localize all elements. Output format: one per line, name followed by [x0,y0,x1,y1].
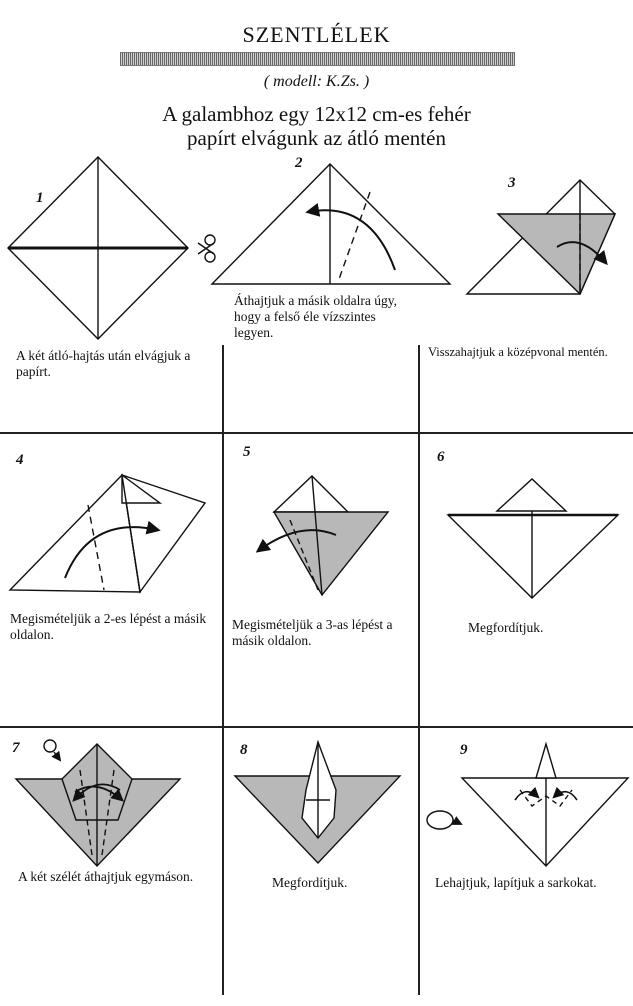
step-8-number: 8 [240,742,248,758]
step-5-diagram [258,476,388,595]
turn-over-icon-7 [44,740,60,760]
step-5-number: 5 [243,444,251,460]
step-6-diagram [448,479,618,598]
step-4-caption: Megismételjük a 2-es lépést a másik oldalon. [10,611,207,642]
step-7-caption: A két szélét áthajtjuk egymáson. [18,869,194,884]
step-6-number: 6 [437,449,445,465]
step-7-diagram [16,744,180,866]
step-7-number: 7 [12,740,20,756]
step-6-caption: Megfordítjuk. [468,620,544,635]
step-2-diagram [212,164,450,284]
step-3-caption: Visszahajtjuk a középvonal mentén. [428,345,608,359]
subtitle-line-2: papírt elvágunk az átló mentén [187,126,446,150]
step-4-diagram [10,475,205,592]
step-4-number: 4 [16,452,24,468]
page-title: SZENTLÉLEK [242,22,391,47]
step-2-number: 2 [295,155,303,171]
step-5-caption: Megismételjük a 3-as lépést a másik oldalon. [232,617,393,648]
step-3-diagram [467,180,615,294]
step-1-number: 1 [36,190,44,206]
step-1-caption: A két átló-hajtás után elvágjuk a papírt. [16,348,191,379]
model-credit: ( modell: K.Zs. ) [263,73,370,90]
step-1-diagram [8,157,188,339]
step-9-caption: Lehajtjuk, lapítjuk a sarkokat. [435,875,597,890]
step-3-number: 3 [508,175,516,191]
turn-over-icon-9 [427,811,461,829]
step-8-diagram [235,742,400,863]
scissors-icon [198,235,215,262]
subtitle-line-1: A galambhoz egy 12x12 cm-es fehér [162,102,471,126]
step-2-caption: Áthajtjuk a másik oldalra úgy, hogy a felső éle vízszintes legyen. [234,293,397,340]
step-9-number: 9 [460,742,468,758]
step-8-caption: Megfordítjuk. [272,875,348,890]
step-9-diagram [462,744,628,866]
